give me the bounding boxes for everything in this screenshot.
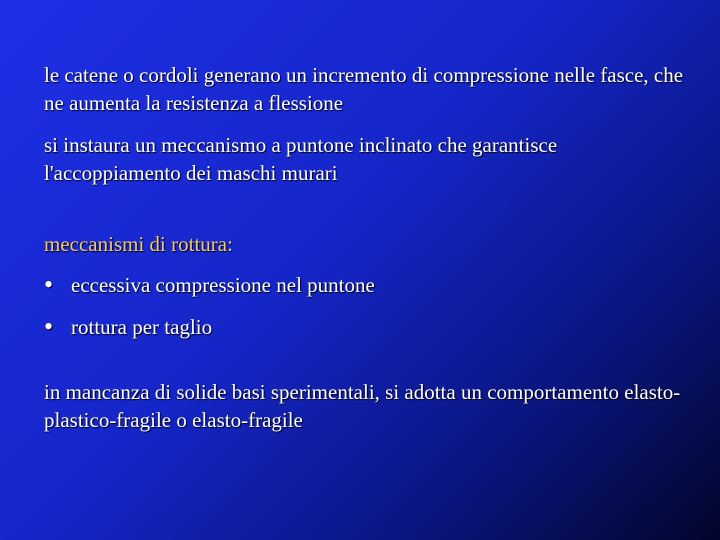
paragraph-experimental-basis: in mancanza di solide basi sperimentali, si adotta un comportamento elasto-plastico-fragile o elasto-fragile xyxy=(44,380,681,432)
bullet-icon: • xyxy=(44,312,54,341)
paragraph-strut-mechanism: si instaura un meccanismo a puntone inclinato che garantisce l'accoppiamento dei maschi murari xyxy=(44,133,558,185)
failure-mechanisms-heading: meccanismi di rottura: xyxy=(44,232,233,256)
bullet-text: eccessiva compressione nel puntone xyxy=(71,273,375,297)
bullet-text: rottura per taglio xyxy=(71,315,213,339)
bullet-icon: • xyxy=(44,270,54,299)
paragraph-chains: le catene o cordoli generano un incremento di compressione nelle fasce, che ne aumenta la resistenza a flessione xyxy=(44,63,684,115)
